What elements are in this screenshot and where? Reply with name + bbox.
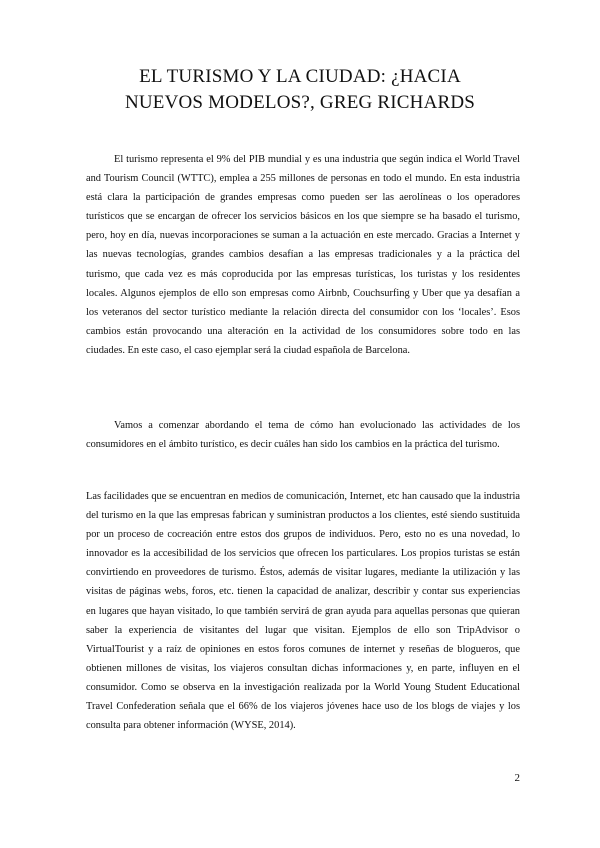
title-line-2: NUEVOS MODELOS?, GREG RICHARDS [124, 92, 476, 113]
page-number: 2 [514, 772, 520, 784]
paragraph-consumer-activities: Vamos a comenzar abordando el tema de cómo han evolucionado las actividades de los consumidores en el ámbito turístico, es decir cuáles han sido los cambios en la práctica del turismo. [86, 420, 520, 451]
paragraph-cocreation: Las facilidades que se encuentran en medios de comunicación, Internet, etc han causado que la industria del turismo en la que las empresas fabrican y suministran productos a los clientes, esté siendo sustituida por un proceso de cocreación entre estos dos grupos de individuos. Pero, esto no es una novedad, lo innovador es la accesibilidad de los servicios que ofrecen los particulares. Los propios turistas se están convirtiendo en proveedores de turismo. Éstos, además de visitar lugares, mediante la utilización y las visitas de páginas webs, foros, etc. tienen la capacidad de analizar, describir y contar sus experiencias en lugares que hayan visitado, lo que también servirá de gran ayuda para aquellas personas que quieran saber la experiencia de visitantes del lugar que visitan. Ejemplos de ello son TripAdvisor o VirtualTourist y a raíz de opiniones en estos foros comunes de internet y reseñas de blogueros, que obtienen millones de visitas, los viajeros consultan dichas informaciones y, en parte, influyen en el consumidor. Como se observa en la investigación realizada por la World Young Student Educational Travel Confederation señala que el 66% de los viajeros jóvenes hace uso de los blogs de viajes y los consulta para obtener información (WYSE, 2014). [86, 491, 520, 732]
document-title [60, 64, 540, 116]
title-line-1: EL TURISMO Y LA CIUDAD: ¿HACIA [139, 66, 461, 87]
paragraph-intro: El turismo representa el 9% del PIB mundial y es una industria que según indica el World Travel and Tourism Council (WTTC), emplea a 255 millones de personas en todo el mundo. En esta industria está clara la participación de grandes empresas como pueden ser las aerolíneas o los operadores turísticos que se encargan de ofrecer los servicios básicos en los que siempre se ha basado el turismo, pero, hoy en día, nuevas incorporaciones se suman a la actuación en este mercado. Gracias a Internet y las nuevas tecnologías, grandes cambios desafían a las empresas tradicionales y a la práctica del turismo, que cada vez es más coproducida por las empresas turísticas, los turistas y los residentes locales. Algunos ejemplos de ello son empresas como Airbnb, Couchsurfing y Uber que ya desafían a los veteranos del sector turístico mediante la relación directa del consumidor con los ‘locales’. Esos cambios están provocando una alteración en la actividad de los consumidores sobre todo en las ciudades. En este caso, el caso ejemplar será la ciudad española de Barcelona. [86, 154, 520, 356]
